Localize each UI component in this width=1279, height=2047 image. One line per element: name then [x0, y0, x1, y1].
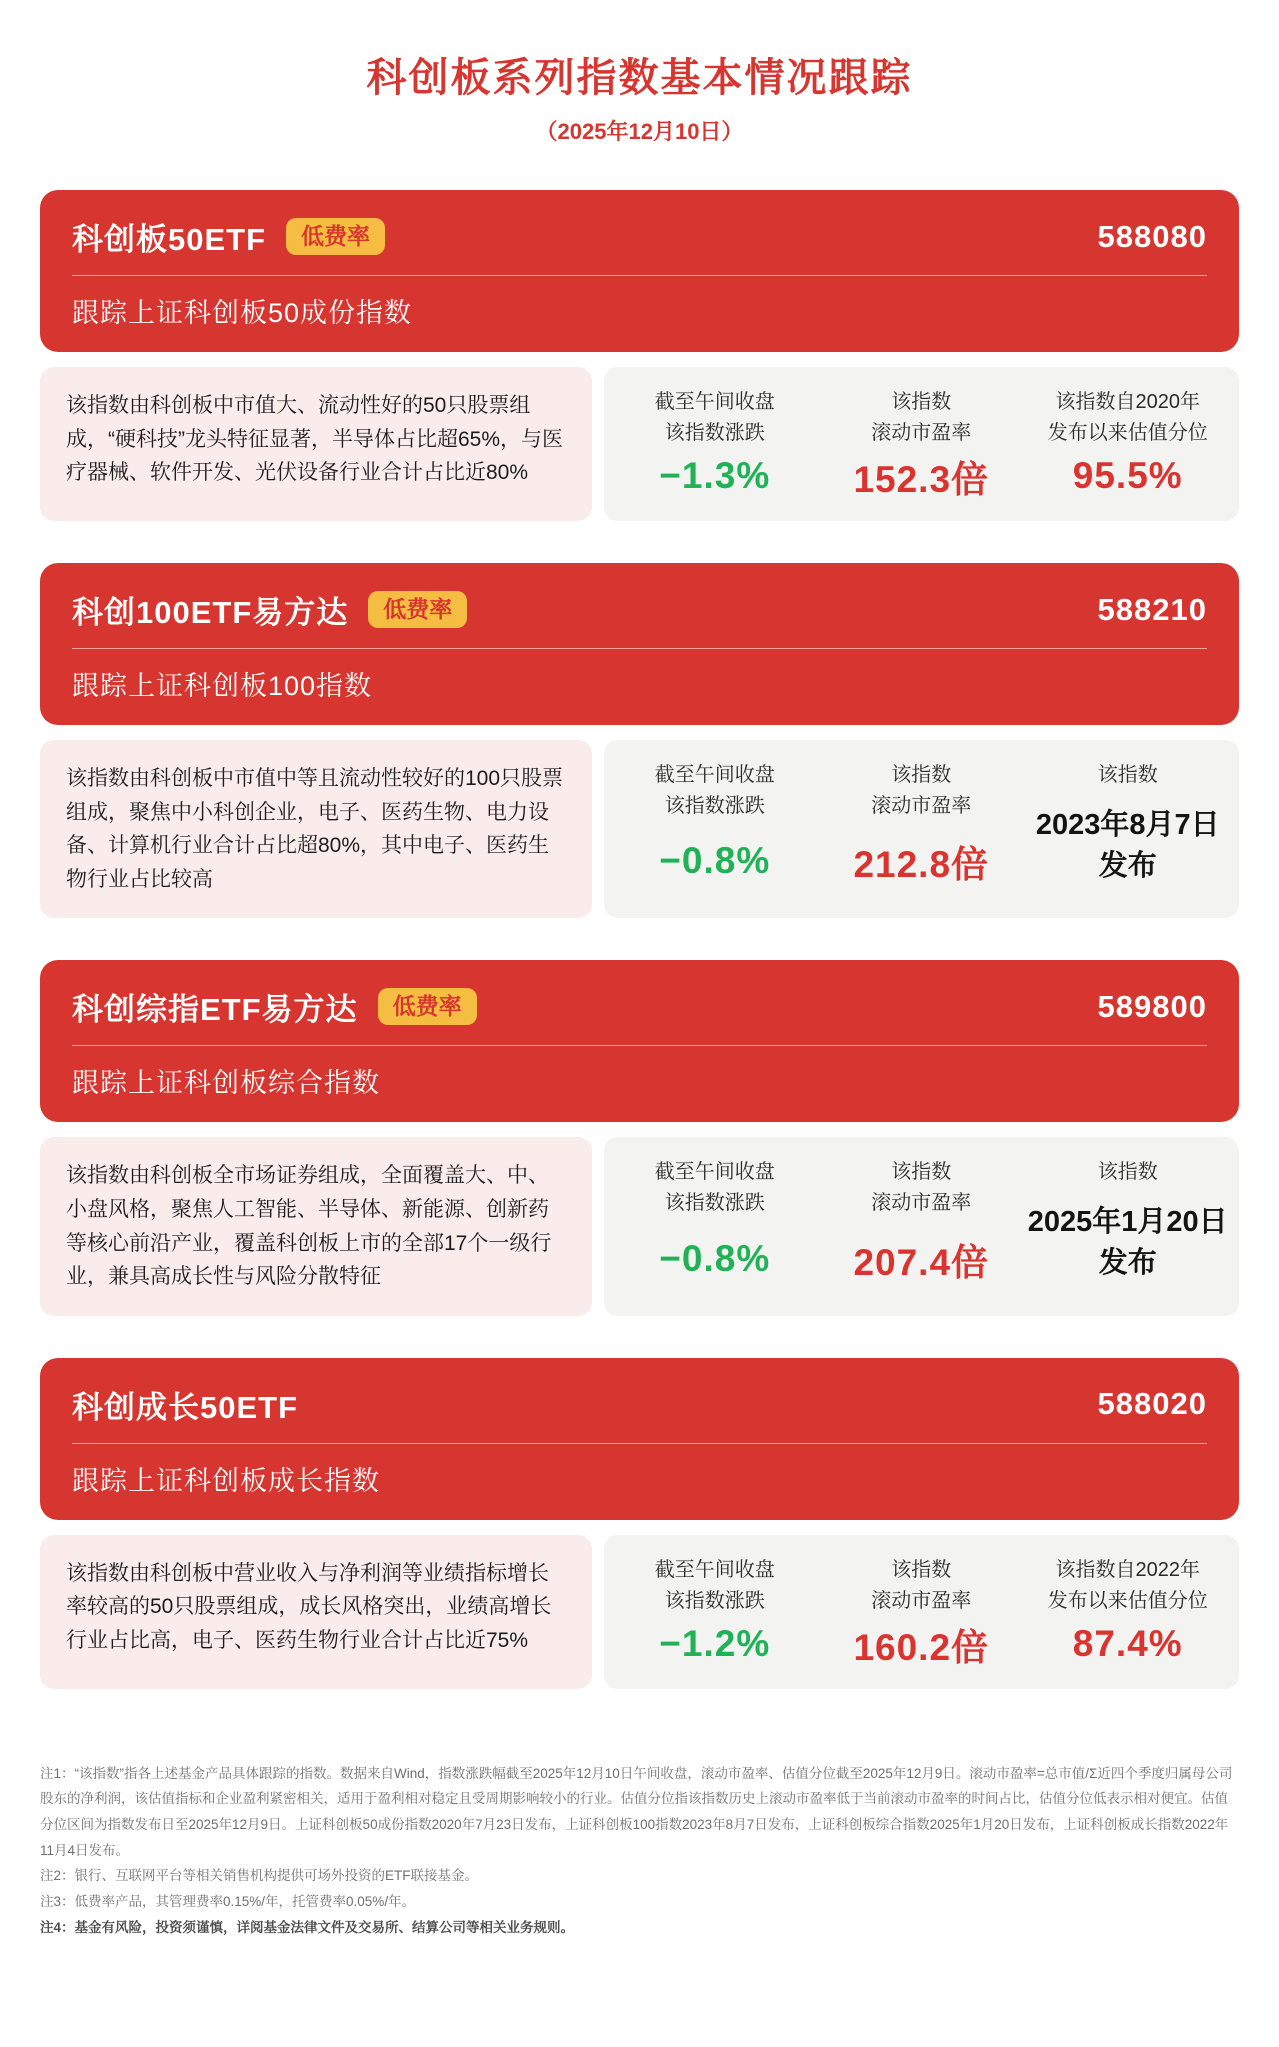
metric-value-line1: 160.2倍	[853, 1626, 990, 1668]
index-description: 该指数由科创板中市值大、流动性好的50只股票组成，“硬科技”龙头特征显著，半导体占比超65%，与医疗器械、软件开发、光伏设备行业合计占比近80%	[40, 367, 592, 521]
metric-pe	[818, 387, 1024, 507]
metric-value	[853, 449, 989, 507]
etf-code: 588210	[1097, 591, 1207, 627]
metrics-panel	[604, 367, 1239, 521]
metric-value	[853, 1617, 989, 1675]
metric-label-line1: 截至午间收盘	[654, 764, 775, 786]
card-header-left	[72, 214, 385, 259]
metric-label	[1048, 1555, 1208, 1617]
metric-value-line1: 95.5%	[1072, 455, 1183, 496]
metric-label	[871, 1157, 971, 1219]
metric-label	[655, 1555, 775, 1617]
card-header-top	[72, 978, 1207, 1045]
metric-label	[1098, 1157, 1158, 1188]
card-header-left	[72, 1382, 298, 1427]
index-description: 该指数由科创板中市值中等且流动性较好的100只股票组成，聚焦中小科创企业，电子、医药生物、电力设备、计算机行业合计占比超80%，其中电子、医药生物行业占比较高	[40, 740, 592, 918]
metric-label	[655, 1157, 775, 1219]
tracked-index-label: 跟踪上证科创板100指数	[72, 671, 373, 701]
card-header	[40, 190, 1239, 352]
etf-code: 588080	[1097, 218, 1207, 254]
metric-value-line2: 发布	[1098, 849, 1157, 882]
metrics-panel	[604, 740, 1239, 918]
metric-value-line1: −1.3%	[659, 455, 771, 496]
metric-label-line2: 该指数涨跌	[664, 422, 765, 444]
metric-value	[659, 822, 770, 904]
metric-label	[871, 1555, 971, 1617]
metric-label-line2: 滚动市盈率	[871, 1192, 972, 1215]
index-description: 该指数由科创板全市场证券组成，全面覆盖大、中、小盘风格，聚焦人工智能、半导体、新能源、创新药等核心前沿产业，覆盖科创板上市的全部17个一级行业，兼具高成长性与风险分散特征	[40, 1137, 592, 1315]
metric-value-line1: 152.3倍	[853, 459, 990, 500]
card-header-top	[72, 581, 1207, 648]
card-header-top	[72, 208, 1207, 275]
metric-value-line1: −1.2%	[659, 1622, 771, 1664]
metric-change	[612, 1555, 818, 1675]
etf-card-588080	[40, 190, 1239, 521]
metric-pe	[818, 760, 1024, 904]
metric-label	[1098, 760, 1158, 791]
metric-value-line1: 207.4倍	[853, 1241, 990, 1283]
metric-label-line1: 截至午间收盘	[654, 1558, 775, 1581]
metric-pe	[818, 1157, 1024, 1301]
metric-label-line2: 该指数涨跌	[664, 1589, 765, 1612]
metric-label-line1: 截至午间收盘	[654, 391, 775, 413]
low-fee-badge: 低费率	[286, 218, 385, 255]
card-body	[40, 1535, 1239, 1689]
metric-label-line2: 滚动市盈率	[871, 795, 972, 817]
etf-name: 科创板50ETF	[72, 222, 267, 257]
etf-card-588210	[40, 563, 1239, 918]
etf-name: 科创成长50ETF	[72, 1389, 299, 1425]
metric-label-line1: 该指数	[891, 1558, 952, 1581]
tracked-index-label: 跟踪上证科创板综合指数	[72, 1068, 380, 1099]
etf-name: 科创综指ETF易方达	[72, 992, 358, 1028]
metric-label-line2: 滚动市盈率	[871, 422, 972, 444]
metric-value	[659, 1617, 770, 1675]
metric-pe	[818, 1555, 1024, 1675]
metric-value-line1: −0.8%	[659, 840, 771, 882]
metric-value	[659, 1219, 770, 1301]
metric-label-line1: 该指数	[1097, 1161, 1158, 1184]
footnote-4: 注4：基金有风险，投资须谨慎，详阅基金法律文件及交易所、结算公司等相关业务规则。	[40, 1919, 575, 1935]
metric-label	[871, 387, 971, 449]
metric-label-line1: 该指数	[891, 391, 952, 413]
metric-value-line1: −0.8%	[659, 1237, 771, 1279]
metric-value-line1: 212.8倍	[853, 844, 990, 886]
card-header	[40, 960, 1239, 1122]
footnote-3: 注3：低费率产品，其管理费率0.15%/年，托管费率0.05%/年。	[40, 1893, 416, 1909]
low-fee-badge: 低费率	[368, 591, 467, 628]
metric-value-line2: 发布	[1098, 1247, 1157, 1280]
metric-label-line1: 该指数	[891, 1161, 952, 1184]
etf-code: 588020	[1097, 1386, 1207, 1422]
metric-label-line2: 发布以来估值分位	[1047, 1589, 1208, 1612]
card-header-top	[72, 1376, 1207, 1443]
metric-value-line1: 87.4%	[1072, 1622, 1183, 1664]
metric-value	[1073, 1617, 1183, 1675]
metric-valuation	[1025, 1555, 1231, 1675]
metric-label	[871, 760, 971, 822]
metric-change	[612, 1157, 818, 1301]
card-header	[40, 1358, 1239, 1520]
etf-card-589800	[40, 960, 1239, 1315]
metric-value-line1: 2025年1月20日	[1027, 1206, 1228, 1239]
tracked-index-label: 跟踪上证科创板成长指数	[72, 1465, 380, 1496]
metric-label-line2: 发布以来估值分位	[1047, 422, 1208, 444]
metric-value	[659, 449, 770, 507]
metric-change	[612, 760, 818, 904]
metric-label	[1048, 387, 1208, 449]
card-body	[40, 1137, 1239, 1315]
metric-label-line1: 该指数	[891, 764, 952, 786]
metric-label-line2: 该指数涨跌	[664, 1192, 765, 1215]
metric-value	[853, 822, 989, 904]
metric-valuation	[1025, 387, 1231, 507]
metric-change	[612, 387, 818, 507]
metric-label-line2: 该指数涨跌	[664, 795, 765, 817]
metric-label-line1: 截至午间收盘	[654, 1161, 775, 1184]
metric-label	[655, 387, 775, 449]
card-body	[40, 367, 1239, 521]
footnote-1: 注1：“该指数”指各上述基金产品具体跟踪的指数。数据来自Wind，指数涨跌幅截至2025年12月10日午间收盘，滚动市盈率、估值分位截至2025年12月9日。滚动市盈率=总市值/Σ近四个季度归属母公司股东的净利润，该估值指标和企业盈利紧密相关，适用于盈利相对稳定且受周期影响较小的行业。估值分位指该指数历史上滚动市盈率低于当前滚动市盈率的时间占比，估值分位低表示相对便宜。估值分位区间为指数发布日至2025年12月9日。上证科创板50成份指数2020年7月23日发布，上证科创板100指数2023年8月7日发布，上证科创板综合指数2025年1月20日发布，上证科创板成长指数2022年11月4日发布。	[40, 1765, 1233, 1858]
metric-launch-date	[1025, 1157, 1231, 1301]
metric-value-line1: 2023年8月7日	[1035, 809, 1220, 842]
card-header-left	[72, 984, 477, 1029]
etf-card-588020	[40, 1358, 1239, 1689]
etf-code: 589800	[1097, 988, 1207, 1024]
footnote-2: 注2：银行、互联网平台等相关销售机构提供可场外投资的ETF联接基金。	[40, 1868, 479, 1884]
tracked-index-label: 跟踪上证科创板50成份指数	[72, 298, 413, 328]
metric-label-line1: 该指数自2020年	[1055, 391, 1200, 413]
metric-label-line1: 该指数	[1097, 764, 1158, 786]
card-header-left	[72, 587, 467, 632]
metric-value	[1073, 449, 1183, 507]
metric-label-line2: 滚动市盈率	[871, 1589, 972, 1612]
footnotes	[40, 1761, 1239, 1940]
metrics-panel	[604, 1535, 1239, 1689]
etf-name: 科创100ETF易方达	[72, 595, 349, 630]
metric-label	[655, 760, 775, 822]
metric-value	[1028, 1188, 1228, 1301]
metric-label-line1: 该指数自2022年	[1055, 1558, 1200, 1581]
card-body	[40, 740, 1239, 918]
metric-launch-date	[1025, 760, 1231, 904]
card-header	[40, 563, 1239, 725]
index-description: 该指数由科创板中营业收入与净利润等业绩指标增长率较高的50只股票组成，成长风格突出，业绩高增长行业占比高，电子、医药生物行业合计占比近75%	[40, 1535, 592, 1689]
metric-value	[853, 1219, 989, 1301]
page-title: 科创板系列指数基本情况跟踪	[366, 56, 913, 100]
metrics-panel	[604, 1137, 1239, 1315]
metric-value	[1036, 791, 1220, 904]
low-fee-badge: 低费率	[378, 988, 477, 1025]
page-date: （2025年12月10日）	[535, 119, 744, 144]
